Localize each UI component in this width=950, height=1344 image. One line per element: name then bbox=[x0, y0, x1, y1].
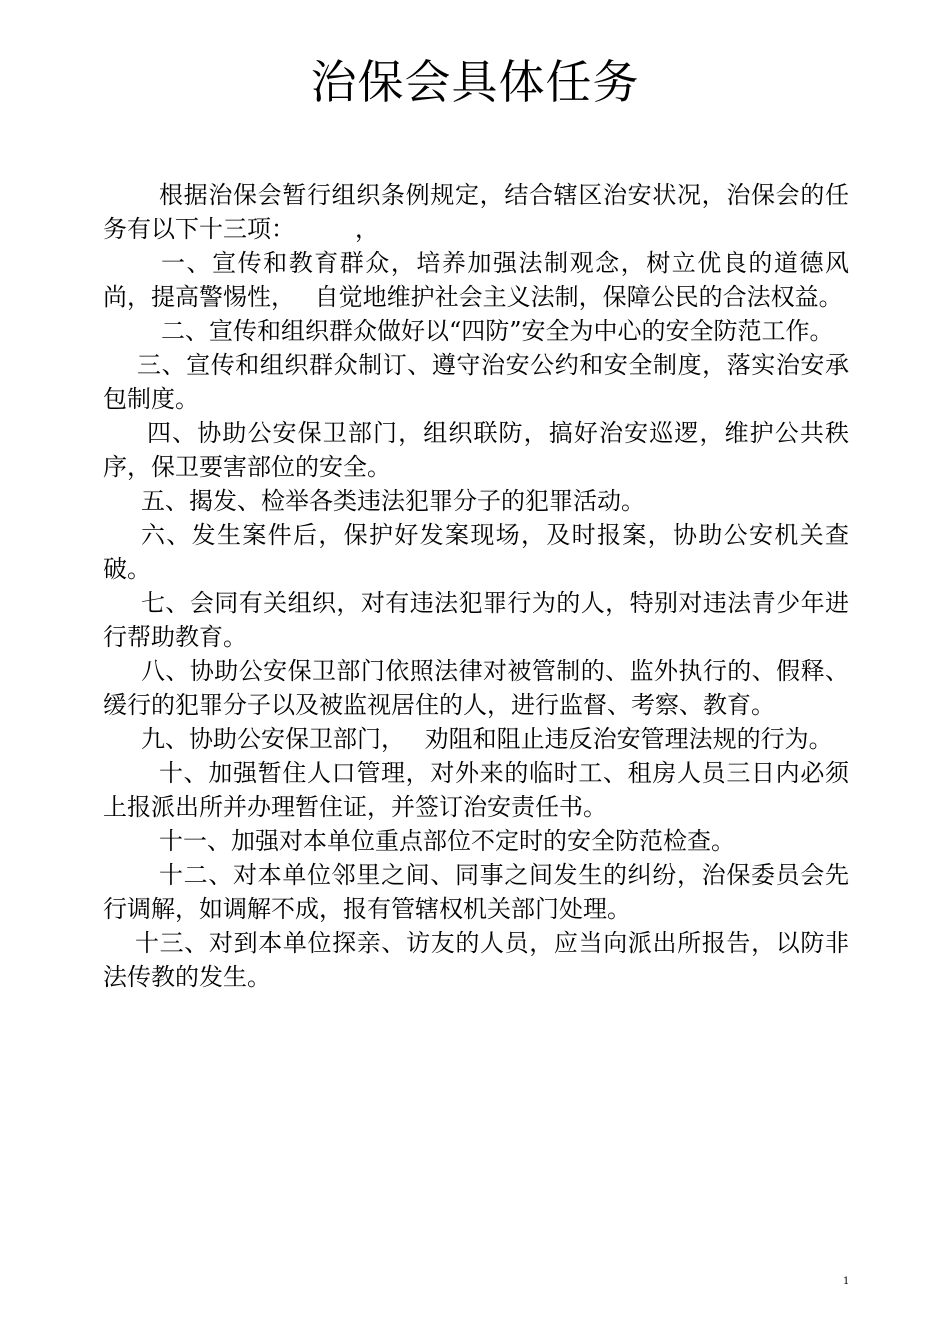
task-item-10: 十、加强暂住人口管理，对外来的临时工、租房人员三日内必须上报派出所并办理暂住证，并签订治安责任书。 bbox=[103, 759, 849, 821]
task-item-9: 九、协助公安保卫部门， 劝阻和阻止违反治安管理法规的行为。 bbox=[141, 725, 833, 753]
task-item-6: 六、发生案件后，保护好发案现场，及时报案，协助公安机关查破。 bbox=[103, 521, 849, 583]
document-body bbox=[103, 178, 849, 994]
page-number: 1 bbox=[843, 1276, 850, 1287]
task-item-5: 五、揭发、检举各类违法犯罪分子的犯罪活动。 bbox=[141, 487, 645, 515]
task-item-7: 七、会同有关组织，对有违法犯罪行为的人，特别对违法青少年进行帮助教育。 bbox=[103, 589, 849, 651]
task-item-4: 四、协助公安保卫部门，组织联防，搞好治安巡逻，维护公共秩序，保卫要害部位的安全。 bbox=[103, 419, 849, 481]
task-item-13: 十三、对到本单位探亲、访友的人员，应当向派出所报告，以防非法传教的发生。 bbox=[103, 929, 849, 991]
task-item-3: 三、宣传和组织群众制订、遵守治安公约和安全制度，落实治安承包制度。 bbox=[103, 351, 849, 413]
intro-paragraph: 根据治保会暂行组织条例规定，结合辖区治安状况，治保会的任务有以下十三项： ， bbox=[103, 181, 849, 243]
task-item-2: 二、宣传和组织群众做好以“四防”安全为中心的安全防范工作。 bbox=[161, 317, 834, 345]
task-item-8: 八、协助公安保卫部门依照法律对被管制的、监外执行的、假释、缓行的犯罪分子以及被监视居住的人，进行监督、考察、教育。 bbox=[103, 657, 849, 719]
document-title: 治保会具体任务 bbox=[310, 55, 640, 109]
task-item-11: 十一、加强对本单位重点部位不定时的安全防范检查。 bbox=[159, 827, 735, 855]
task-item-1: 一、宣传和教育群众，培养加强法制观念，树立优良的道德风尚，提高警惕性， 自觉地维护社会主义法制，保障公民的合法权益。 bbox=[103, 249, 849, 311]
task-item-12: 十二、对本单位邻里之间、同事之间发生的纠纷，治保委员会先行调解，如调解不成，报有管辖权机关部门处理。 bbox=[103, 861, 849, 923]
